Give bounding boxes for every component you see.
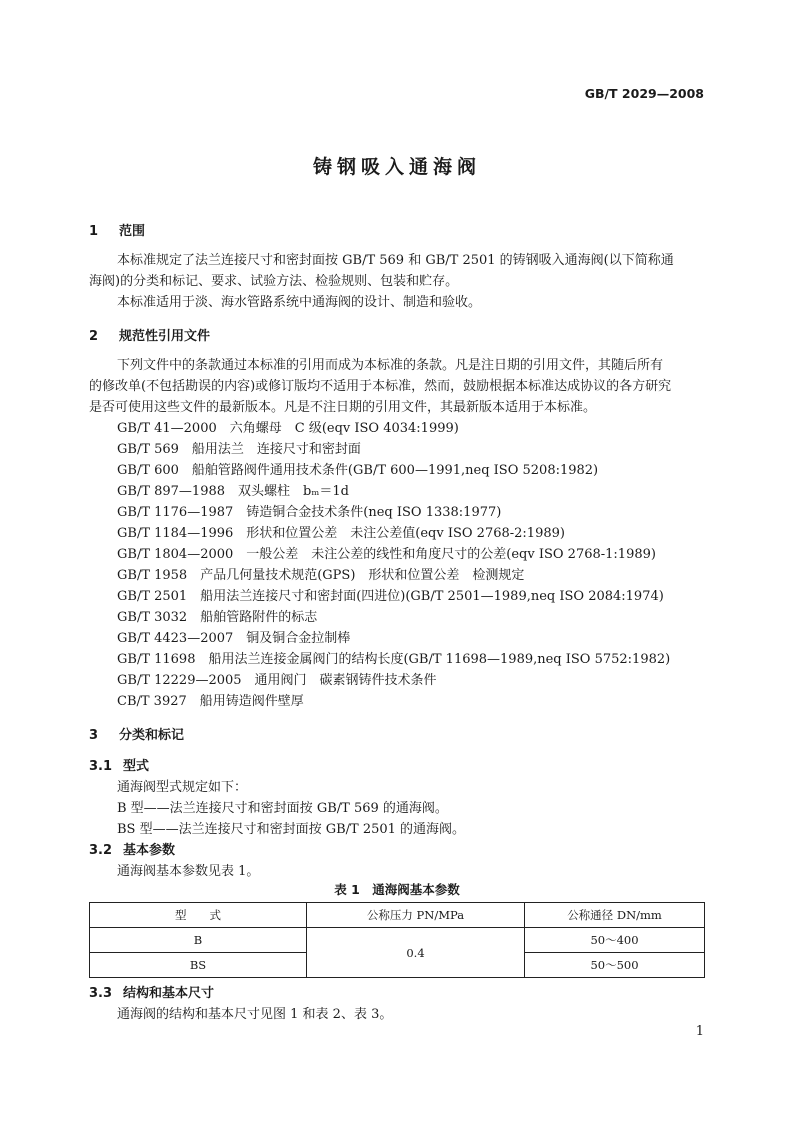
basic-parameters-table [89,902,705,978]
subsection-3-3-heading [89,982,214,1001]
subsection-title: 结构和基本尺寸 [123,986,215,1001]
section-3-heading [89,724,184,743]
paragraph-line: 通海阀基本参数见表 1。 [117,864,260,879]
table-cell-dn: 50～400 [525,928,705,953]
subsection-title: 基本参数 [123,843,176,858]
subsection-number: 3.1 [89,759,113,774]
reference-item: GB/T 1804—2000 一般公差 未注公差的线性和角度尺寸的公差(eqv ISO 2768-1:1989) [117,547,656,562]
subsection-3-1-heading [89,755,149,774]
reference-item: GB/T 1176—1987 铸造铜合金技术条件(neq ISO 1338:1977) [117,505,502,520]
reference-item: GB/T 12229—2005 通用阀门 碳素钢铸件技术条件 [117,673,437,688]
section-number: 3 [89,728,99,743]
section-1-heading [89,220,145,239]
section-2-heading [89,325,210,344]
reference-item: GB/T 41—2000 六角螺母 C 级(eqv ISO 4034:1999) [117,421,459,436]
section-number: 1 [89,224,99,239]
table-header-cell: 公称通径 DN/mm [525,903,705,928]
subsection-title: 型式 [123,759,150,774]
reference-item: GB/T 1184—1996 形状和位置公差 未注公差值(eqv ISO 2768-2:1989) [117,526,565,541]
reference-item: GB/T 11698 船用法兰连接金属阀门的结构长度(GB/T 11698—1989,neq ISO 5752:1982) [117,652,671,667]
reference-item: GB/T 2501 船用法兰连接尺寸和密封面(四进位)(GB/T 2501—1989,neq ISO 2084:1974) [117,589,664,604]
table-header-cell: 型 式 [90,903,307,928]
section-title: 范围 [119,224,146,239]
table-row [90,928,705,953]
paragraph-line: 下列文件中的条款通过本标准的引用而成为本标准的条款。凡是注日期的引用文件，其随后所有 [117,358,664,373]
paragraph-line: 通海阀的结构和基本尺寸见图 1 和表 2、表 3。 [117,1007,393,1022]
table-cell-type: BS [90,953,307,978]
document-title: 铸钢吸入通海阀 [312,156,481,178]
standard-code: GB/T 2029—2008 [584,86,704,101]
paragraph-line: BS 型——法兰连接尺寸和密封面按 GB/T 2501 的通海阀。 [117,822,466,837]
paragraph-line: 是否可使用这些文件的最新版本。凡是不注日期的引用文件，其最新版本适用于本标准。 [89,400,597,415]
table-cell-pressure: 0.4 [307,928,525,978]
section-title: 分类和标记 [119,728,185,743]
subsection-number: 3.2 [89,843,113,858]
paragraph-line: B 型——法兰连接尺寸和密封面按 GB/T 569 的通海阀。 [117,801,448,816]
table-cell-type: B [90,928,307,953]
table-header-row [90,903,705,928]
reference-item: CB/T 3927 船用铸造阀件壁厚 [117,694,304,709]
reference-item: GB/T 4423—2007 铜及铜合金拉制棒 [117,631,351,646]
reference-item: GB/T 897—1988 双头螺柱 bₘ＝1d [117,484,349,499]
paragraph-line: 通海阀型式规定如下： [117,780,248,795]
reference-item: GB/T 1958 产品几何量技术规范(GPS) 形状和位置公差 检测规定 [117,568,525,583]
section-number: 2 [89,329,99,344]
subsection-number: 3.3 [89,986,113,1001]
paragraph-line: 本标准规定了法兰连接尺寸和密封面按 GB/T 569 和 GB/T 2501 的铸钢吸入通海阀(以下简称通 [117,253,674,268]
paragraph-line: 本标准适用于淡、海水管路系统中通海阀的设计、制造和验收。 [117,295,482,310]
reference-item: GB/T 600 船舶管路阀件通用技术条件(GB/T 600—1991,neq ISO 5208:1982) [117,463,599,478]
table-header-cell: 公称压力 PN/MPa [307,903,525,928]
reference-item: GB/T 569 船用法兰 连接尺寸和密封面 [117,442,361,457]
table-caption: 表 1 通海阀基本参数 [334,882,460,897]
page-number: 1 [695,1024,704,1039]
paragraph-line: 海阀)的分类和标记、要求、试验方法、检验规则、包装和贮存。 [89,274,459,289]
subsection-3-2-heading [89,839,175,858]
paragraph-line: 的修改单(不包括勘误的内容)或修订版均不适用于本标准，然而，鼓励根据本标准达成协议的各方研究 [89,379,672,394]
table-cell-dn: 50～500 [525,953,705,978]
reference-item: GB/T 3032 船舶管路附件的标志 [117,610,318,625]
section-title: 规范性引用文件 [119,329,211,344]
